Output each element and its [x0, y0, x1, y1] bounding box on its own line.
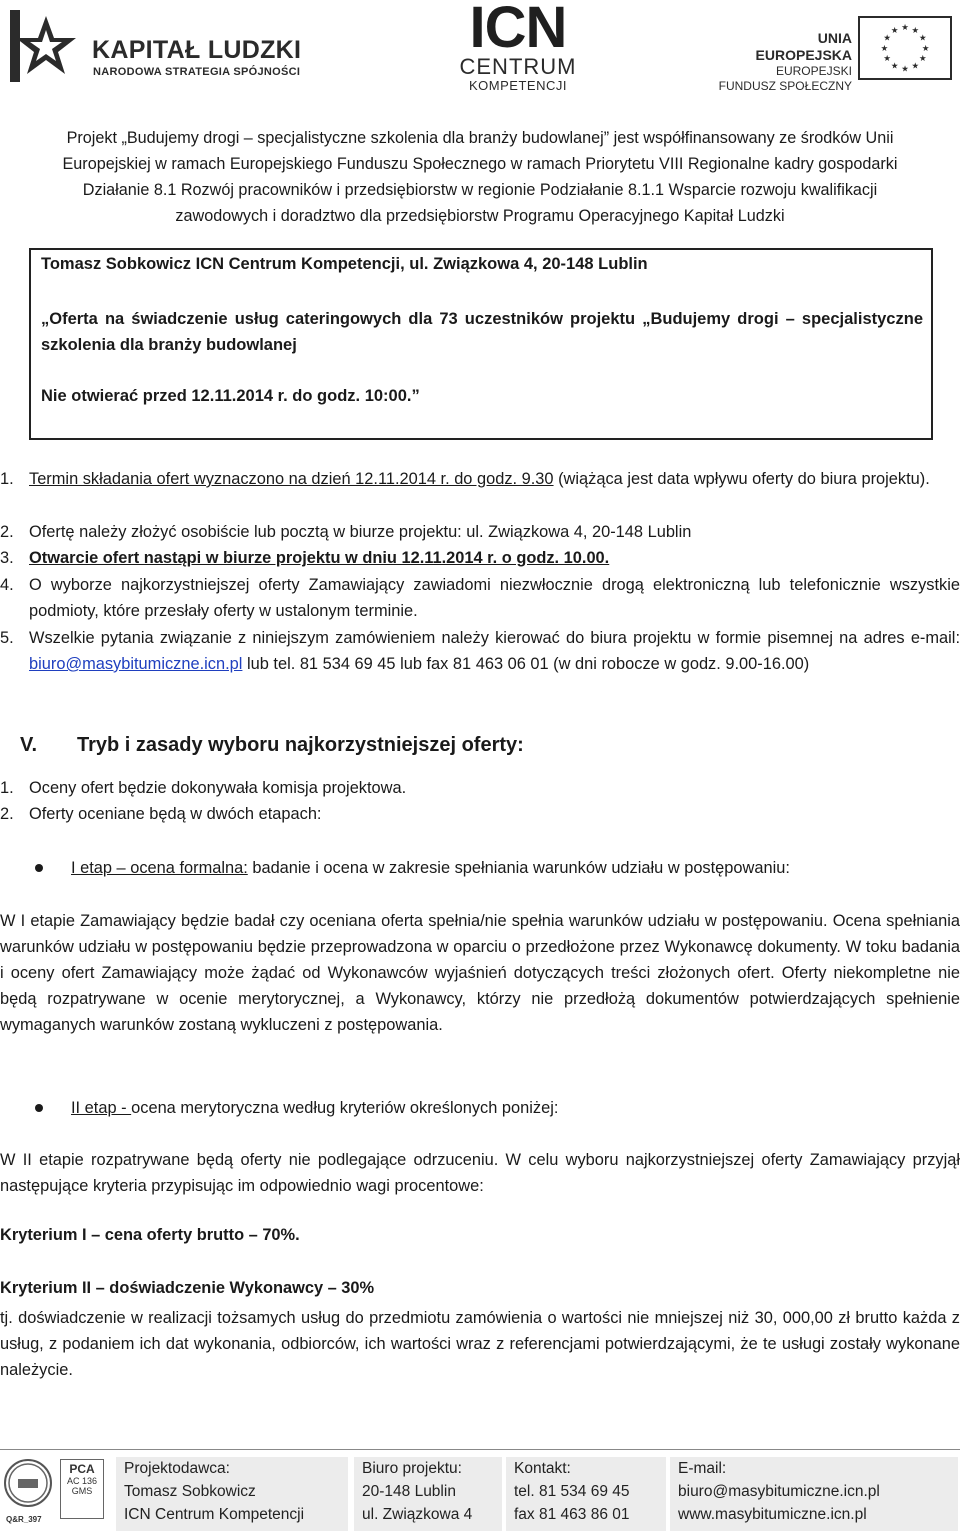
list-item-number: 2.: [0, 523, 14, 541]
section-heading: [20, 734, 524, 757]
list-item-number: 1.: [0, 779, 14, 797]
svg-text:★: ★: [883, 32, 891, 43]
footer-column-applicant: [116, 1457, 348, 1531]
email-link[interactable]: biuro@masybitumiczne.icn.pl: [29, 655, 243, 673]
kapital-ludzki-subtitle: NARODOWA STRATEGIA SPÓJNOŚCI: [93, 66, 301, 78]
stage2-paragraph: W II etapie rozpatrywane będą oferty nie podlegające odrzuceniu. W celu wyboru najkorzystniejszej oferty Zamawiający przyjął następujące kryteria przypisując im odpowiednio wagi procentowe:: [0, 1151, 960, 1195]
deadline-note: (wiążąca jest data wpływu oferty do biura projektu).: [553, 470, 930, 488]
list-item-text: Oferty oceniane będą w dwóch etapach:: [29, 805, 322, 823]
footer-website[interactable]: www.masybitumiczne.icn.pl: [678, 1506, 867, 1523]
list-item-text: [29, 466, 960, 492]
stage1-label: I etap – ocena formalna:: [71, 859, 248, 877]
svg-text:★: ★: [883, 53, 891, 64]
questions-text: Wszelkie pytania związanie z niniejszym zamówieniem należy kierować do biura projektu w formie pisemnej na adres e-mail:: [29, 629, 960, 647]
svg-text:★: ★: [890, 60, 899, 71]
eu-logo-line3: FUNDUSZ SPOŁECZNY: [718, 79, 852, 93]
cert-code: Q&R_397: [6, 1515, 42, 1524]
kapital-ludzki-logo: [10, 8, 320, 88]
list-item-number: 2.: [0, 805, 14, 823]
icn-logo-centrum: CENTRUM: [459, 54, 577, 79]
footer-label: Projektodawca:: [124, 1460, 230, 1477]
kapital-ludzki-star-icon: [10, 10, 82, 82]
list-item-text: Ofertę należy złożyć osobiście lub pocztą w biurze projektu: ul. Związkowa 4, 20-148 Lublin: [29, 523, 692, 541]
bullet-text: [71, 855, 790, 881]
criterion-experience: Kryterium II – doświadczenie Wykonawcy – 30%: [0, 1279, 375, 1297]
criterion-experience-paragraph: tj. doświadczenie w realizacji tożsamych usług do przedmiotu zamówienia o wartości nie mniejszej niż 30, 000,00 zł brutto każda z usług, z podaniem ich dat wykonania, odbiorców, ich wartości wraz z referencjami potwierdzającymi, że te usługi zostały wykonane należycie.: [0, 1309, 960, 1379]
bullet-icon: [35, 1104, 43, 1112]
list-item-text: [29, 625, 960, 677]
project-header: [0, 125, 960, 229]
criterion-price: Kryterium I – cena oferty brutto – 70%.: [0, 1226, 300, 1244]
section-title: Tryb i zasady wyboru najkorzystniejszej oferty:: [77, 734, 524, 756]
offer-envelope-box: [29, 248, 933, 440]
envelope-do-not-open: Nie otwierać przed 12.11.2014 r. do godz. 10:00.”: [41, 387, 420, 405]
envelope-address: Tomasz Sobkowicz ICN Centrum Kompetencji, ul. Związkowa 4, 20-148 Lublin: [41, 255, 648, 273]
eu-logo: [718, 16, 954, 93]
stage1-text: badanie i ocena w zakresie spełniania warunków udziału w postępowaniu:: [247, 859, 790, 877]
bullet-icon: [35, 864, 43, 872]
icn-logo-kompetencji: KOMPETENCJI: [469, 78, 567, 93]
pca-gms: GMS: [71, 1486, 93, 1496]
svg-text:★: ★: [901, 63, 909, 74]
questions-contact: lub tel. 81 534 69 45 lub fax 81 463 06 01 (w dni robocze w godz. 9.00-16.00): [242, 655, 810, 673]
footer-divider: [0, 1449, 960, 1450]
icn-logo-big: ICN: [469, 0, 567, 60]
list-item-number: 5.: [0, 629, 14, 647]
eu-flag-icon: [858, 16, 952, 80]
footer-value: ICN Centrum Kompetencji: [124, 1506, 305, 1523]
list-item-text: Oceny ofert będzie dokonywała komisja projektowa.: [29, 779, 407, 797]
bullet-text: [71, 1095, 558, 1121]
eu-logo-line2: EUROPEJSKI: [775, 64, 852, 78]
svg-text:★: ★: [890, 25, 899, 35]
svg-text:★: ★: [901, 22, 909, 33]
stage1-paragraph: W I etapie Zamawiający będzie badał czy oceniana oferta spełnia/nie spełnia warunków udziału w postępowaniu. Ocena spełniania warunków udziału w postępowaniu będzie przeprowadzona w oparciu o przedłożone przez Wykonawcę dokumenty. W toku badania i oceny ofert Zamawiający może żądać od Wykonawców wyjaśnień dotyczących treści złożonych ofert. Oferty niekompletne nie będą rozpatrywane w ocenie merytorycznej, a Wykonawcy, którzy nie przedłożą dokumentów potwierdzających spełnienie wymaganych warunków zostaną wykluczeni z postępowania.: [0, 912, 960, 1034]
footer-value: ul. Związkowa 4: [362, 1506, 473, 1523]
project-header-line: Działanie 8.1 Rozwój pracowników i przedsiębiorstw w regionie Podziałanie 8.1.1 Wsparcie rozwoju kwalifikacji: [82, 181, 878, 199]
footer-label: Kontakt:: [514, 1460, 571, 1477]
footer-label: Biuro projektu:: [362, 1460, 462, 1477]
pca-name: PCA: [69, 1462, 95, 1476]
list-item-text: O wyborze najkorzystniejszej oferty Zamawiający zawiadomi niezwłocznie drogą elektroniczną lub telefonicznie wszystkie podmioty, które przesłały oferty w ustalonym terminie.: [29, 576, 960, 620]
iso-certificate-icon: [4, 1459, 52, 1507]
svg-text:★: ★: [919, 32, 927, 43]
stage2-text: ocena merytoryczna według kryteriów określonych poniżej:: [131, 1099, 559, 1117]
footer-value: Tomasz Sobkowicz: [124, 1483, 256, 1500]
svg-text:★: ★: [911, 60, 920, 71]
header-logos: [0, 0, 960, 108]
svg-text:★: ★: [919, 53, 927, 64]
opening-date-text: Otwarcie ofert nastąpi w biurze projektu w dniu 12.11.2014 r. o godz. 10.00.: [29, 549, 610, 567]
svg-text:★: ★: [921, 42, 930, 53]
footer-email[interactable]: biuro@masybitumiczne.icn.pl: [678, 1483, 880, 1500]
iso-certificate-seal-icon: [6, 1461, 50, 1505]
list-item-number: 1.: [0, 470, 14, 488]
pca-badge: [60, 1459, 104, 1519]
svg-text:★: ★: [911, 25, 920, 35]
footer-value: tel. 81 534 69 45: [514, 1483, 630, 1500]
list-item-text: [29, 545, 960, 571]
eu-logo-line1: UNIA EUROPEJSKA: [755, 30, 852, 63]
pca-ac: AC 136: [66, 1476, 98, 1486]
project-header-line: zawodowych i doradztwo dla przedsiębiorstw Programu Operacyjnego Kapitał Ludzki: [175, 207, 785, 225]
icn-logo: [458, 0, 578, 104]
footer-column-contact: [506, 1457, 666, 1531]
footer-value: 20-148 Lublin: [362, 1483, 456, 1500]
footer-label: E-mail:: [678, 1460, 727, 1477]
footer-column-office: [354, 1457, 502, 1531]
stage2-label: II etap -: [71, 1099, 132, 1117]
envelope-offer-title: „Oferta na świadczenie usług cateringowych dla 73 uczestników projektu „Budujemy drogi – specjalistyczne szkolenia dla branży budowlanej: [41, 310, 923, 354]
list-item-number: 4.: [0, 576, 14, 594]
kapital-ludzki-title: KAPITAŁ LUDZKI: [92, 36, 302, 64]
deadline-text: Termin składania ofert wyznaczono na dzień 12.11.2014 r. do godz. 9.30: [29, 470, 554, 488]
footer: [0, 1455, 960, 1533]
project-header-line: Projekt „Budujemy drogi – specjalistyczne szkolenia dla branży budowlanej” jest współfinansowany ze środków Unii: [66, 129, 894, 147]
footer-column-email: [670, 1457, 958, 1531]
section-number: V.: [20, 734, 38, 756]
project-header-line: Europejskiej w ramach Europejskiego Funduszu Społecznego w ramach Priorytetu VIII Regionalne kadry gospodarki: [62, 155, 898, 173]
list-item-number: 3.: [0, 549, 14, 567]
svg-text:★: ★: [880, 42, 889, 53]
footer-value: fax 81 463 86 01: [514, 1506, 630, 1523]
eu-logo-text: [718, 30, 852, 94]
